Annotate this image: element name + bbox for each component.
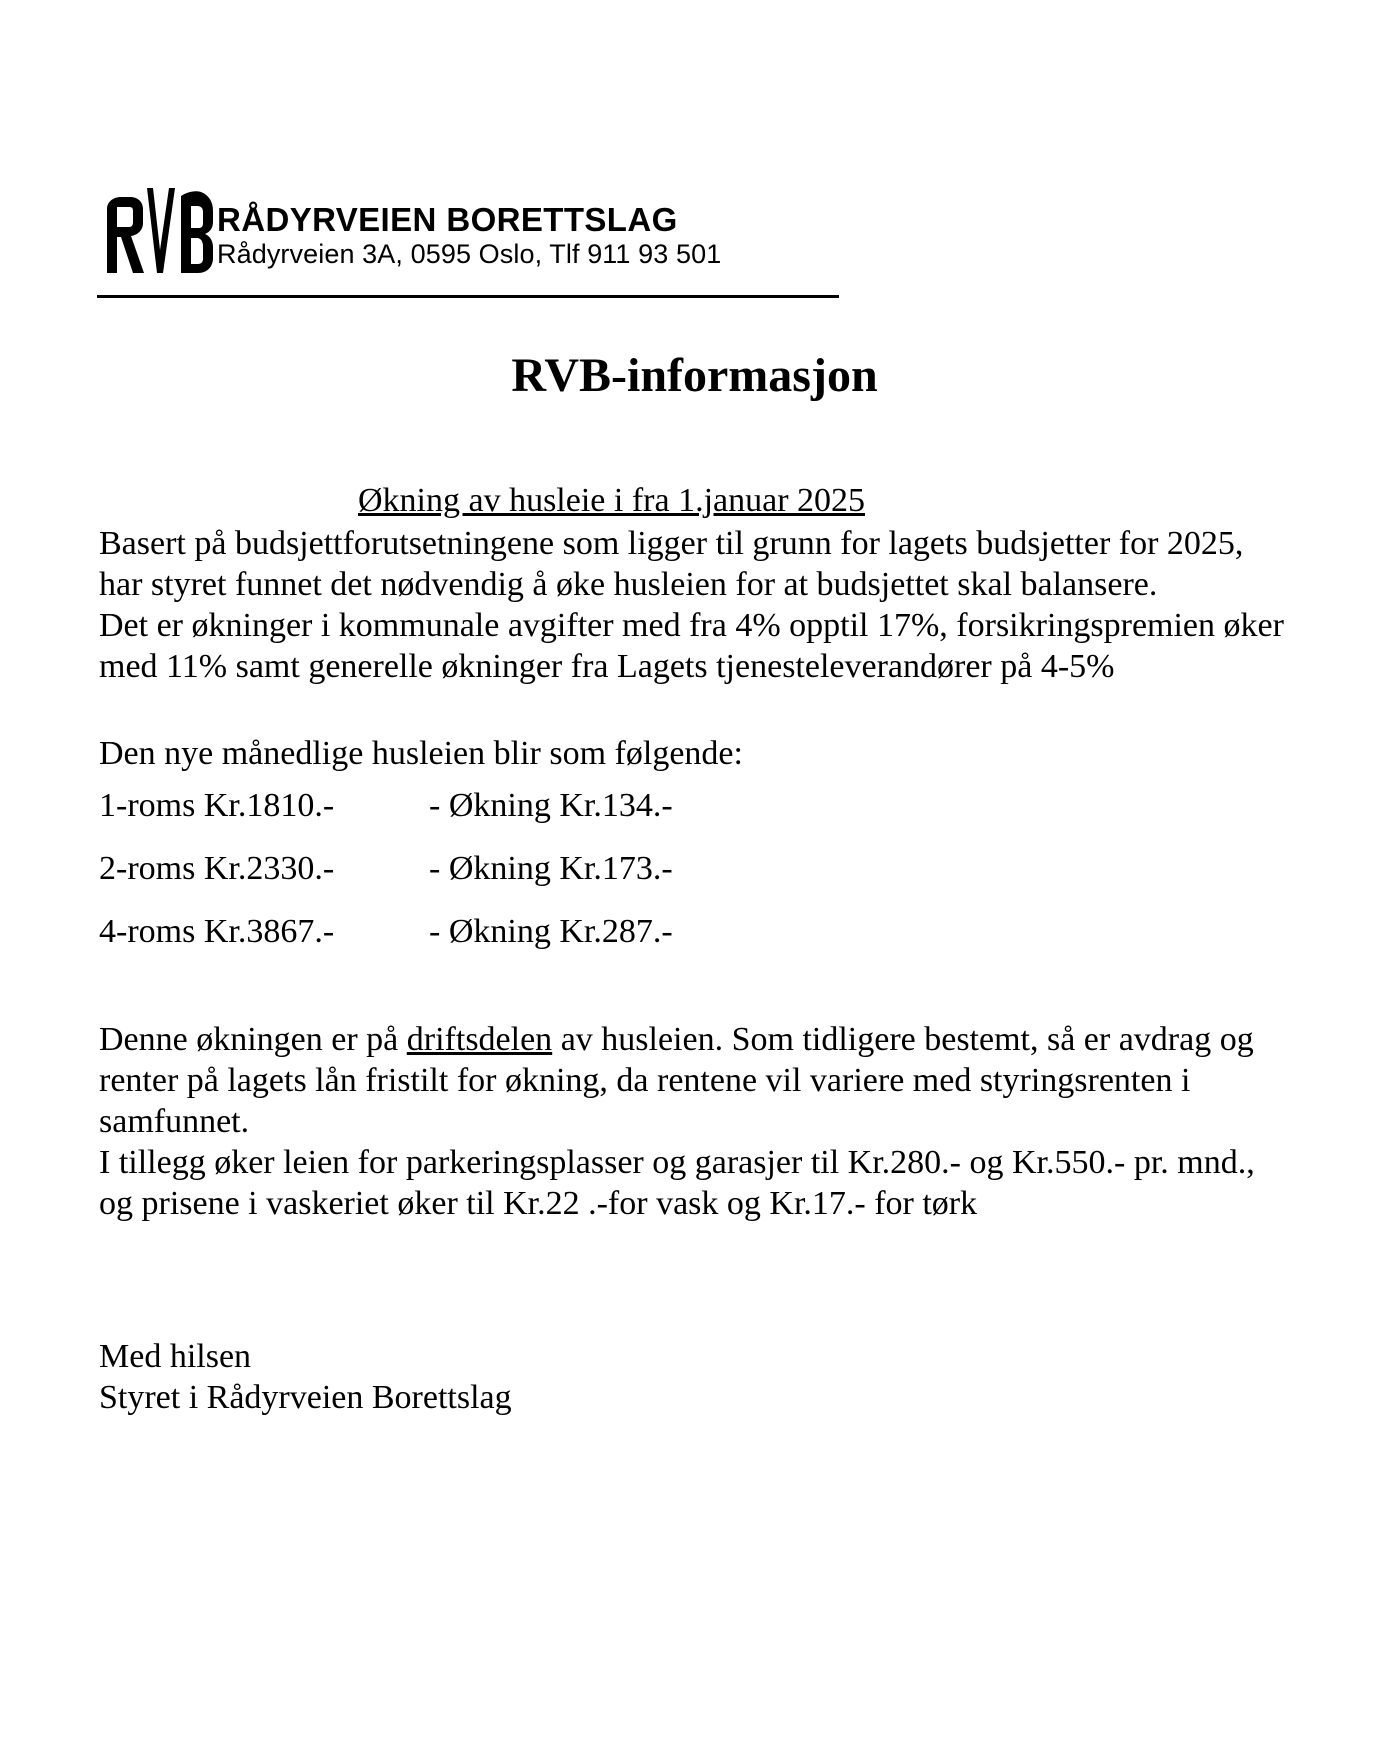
letterhead <box>97 176 857 274</box>
table-row <box>99 774 829 837</box>
rent-increase-amount: - Økning Kr.173.- <box>429 850 673 887</box>
rent-table <box>99 774 829 963</box>
rent-type-amount: 4-roms Kr.3867.- <box>99 913 335 950</box>
paragraph-new-rent-lead: Den nye månedlige husleien blir som følgende: <box>99 735 743 772</box>
table-row <box>99 900 829 963</box>
rvb-logo-icon <box>97 178 215 274</box>
paragraph-operating-part <box>99 1019 1294 1142</box>
operating-part-emphasis: driftsdelen <box>406 1021 553 1058</box>
signature-sender: Styret i Rådyrveien Borettslag <box>99 1379 512 1416</box>
table-row <box>99 837 829 900</box>
rent-increase-amount: - Økning Kr.134.- <box>429 787 673 824</box>
subheading <box>99 480 1294 521</box>
page-title: RVB-informasjon <box>511 349 878 402</box>
paragraph-intro: Basert på budsjettforutsetningene som ligger til grunn for lagets budsjetter for 2025, har styret funnet det nødvendig å øke husleien for at budsjettet skal balansere. <box>99 525 1244 603</box>
organization-name: RÅDYRVEIEN BORETTSLAG <box>217 201 678 238</box>
rent-type-amount: 1-roms Kr.1810.- <box>99 787 335 824</box>
operating-part-suffix: av husleien. Som tidligere bestemt, så er avdrag og renter på lagets lån fristilt for økning, da rentene vil variere med styringsrenten i samfunnet. <box>99 1021 1254 1140</box>
operating-part-prefix: Denne økningen er på <box>99 1021 407 1058</box>
document-body <box>99 480 1294 1418</box>
subheading-text: Økning av husleie i fra 1.januar 2025 <box>357 482 866 519</box>
paragraph-parking-laundry: I tillegg øker leien for parkeringsplasser og garasjer til Kr.280.- og Kr.550.- pr. mnd., og prisene i vaskeriet øker til Kr.22 .-for vask og Kr.17.- for tørk <box>99 1144 1255 1222</box>
signature-greeting: Med hilsen <box>99 1338 252 1375</box>
rent-type-amount: 2-roms Kr.2330.- <box>99 850 335 887</box>
rent-increase-amount: - Økning Kr.287.- <box>429 913 673 950</box>
paragraph-increases: Det er økninger i kommunale avgifter med fra 4% opptil 17%, forsikringspremien øker med 11% samt generelle økninger fra Lagets tjenesteleverandører på 4-5% <box>99 607 1284 685</box>
organization-address: Rådyrveien 3A, 0595 Oslo, Tlf 911 93 501 <box>217 239 722 269</box>
letterhead-divider <box>97 295 839 298</box>
